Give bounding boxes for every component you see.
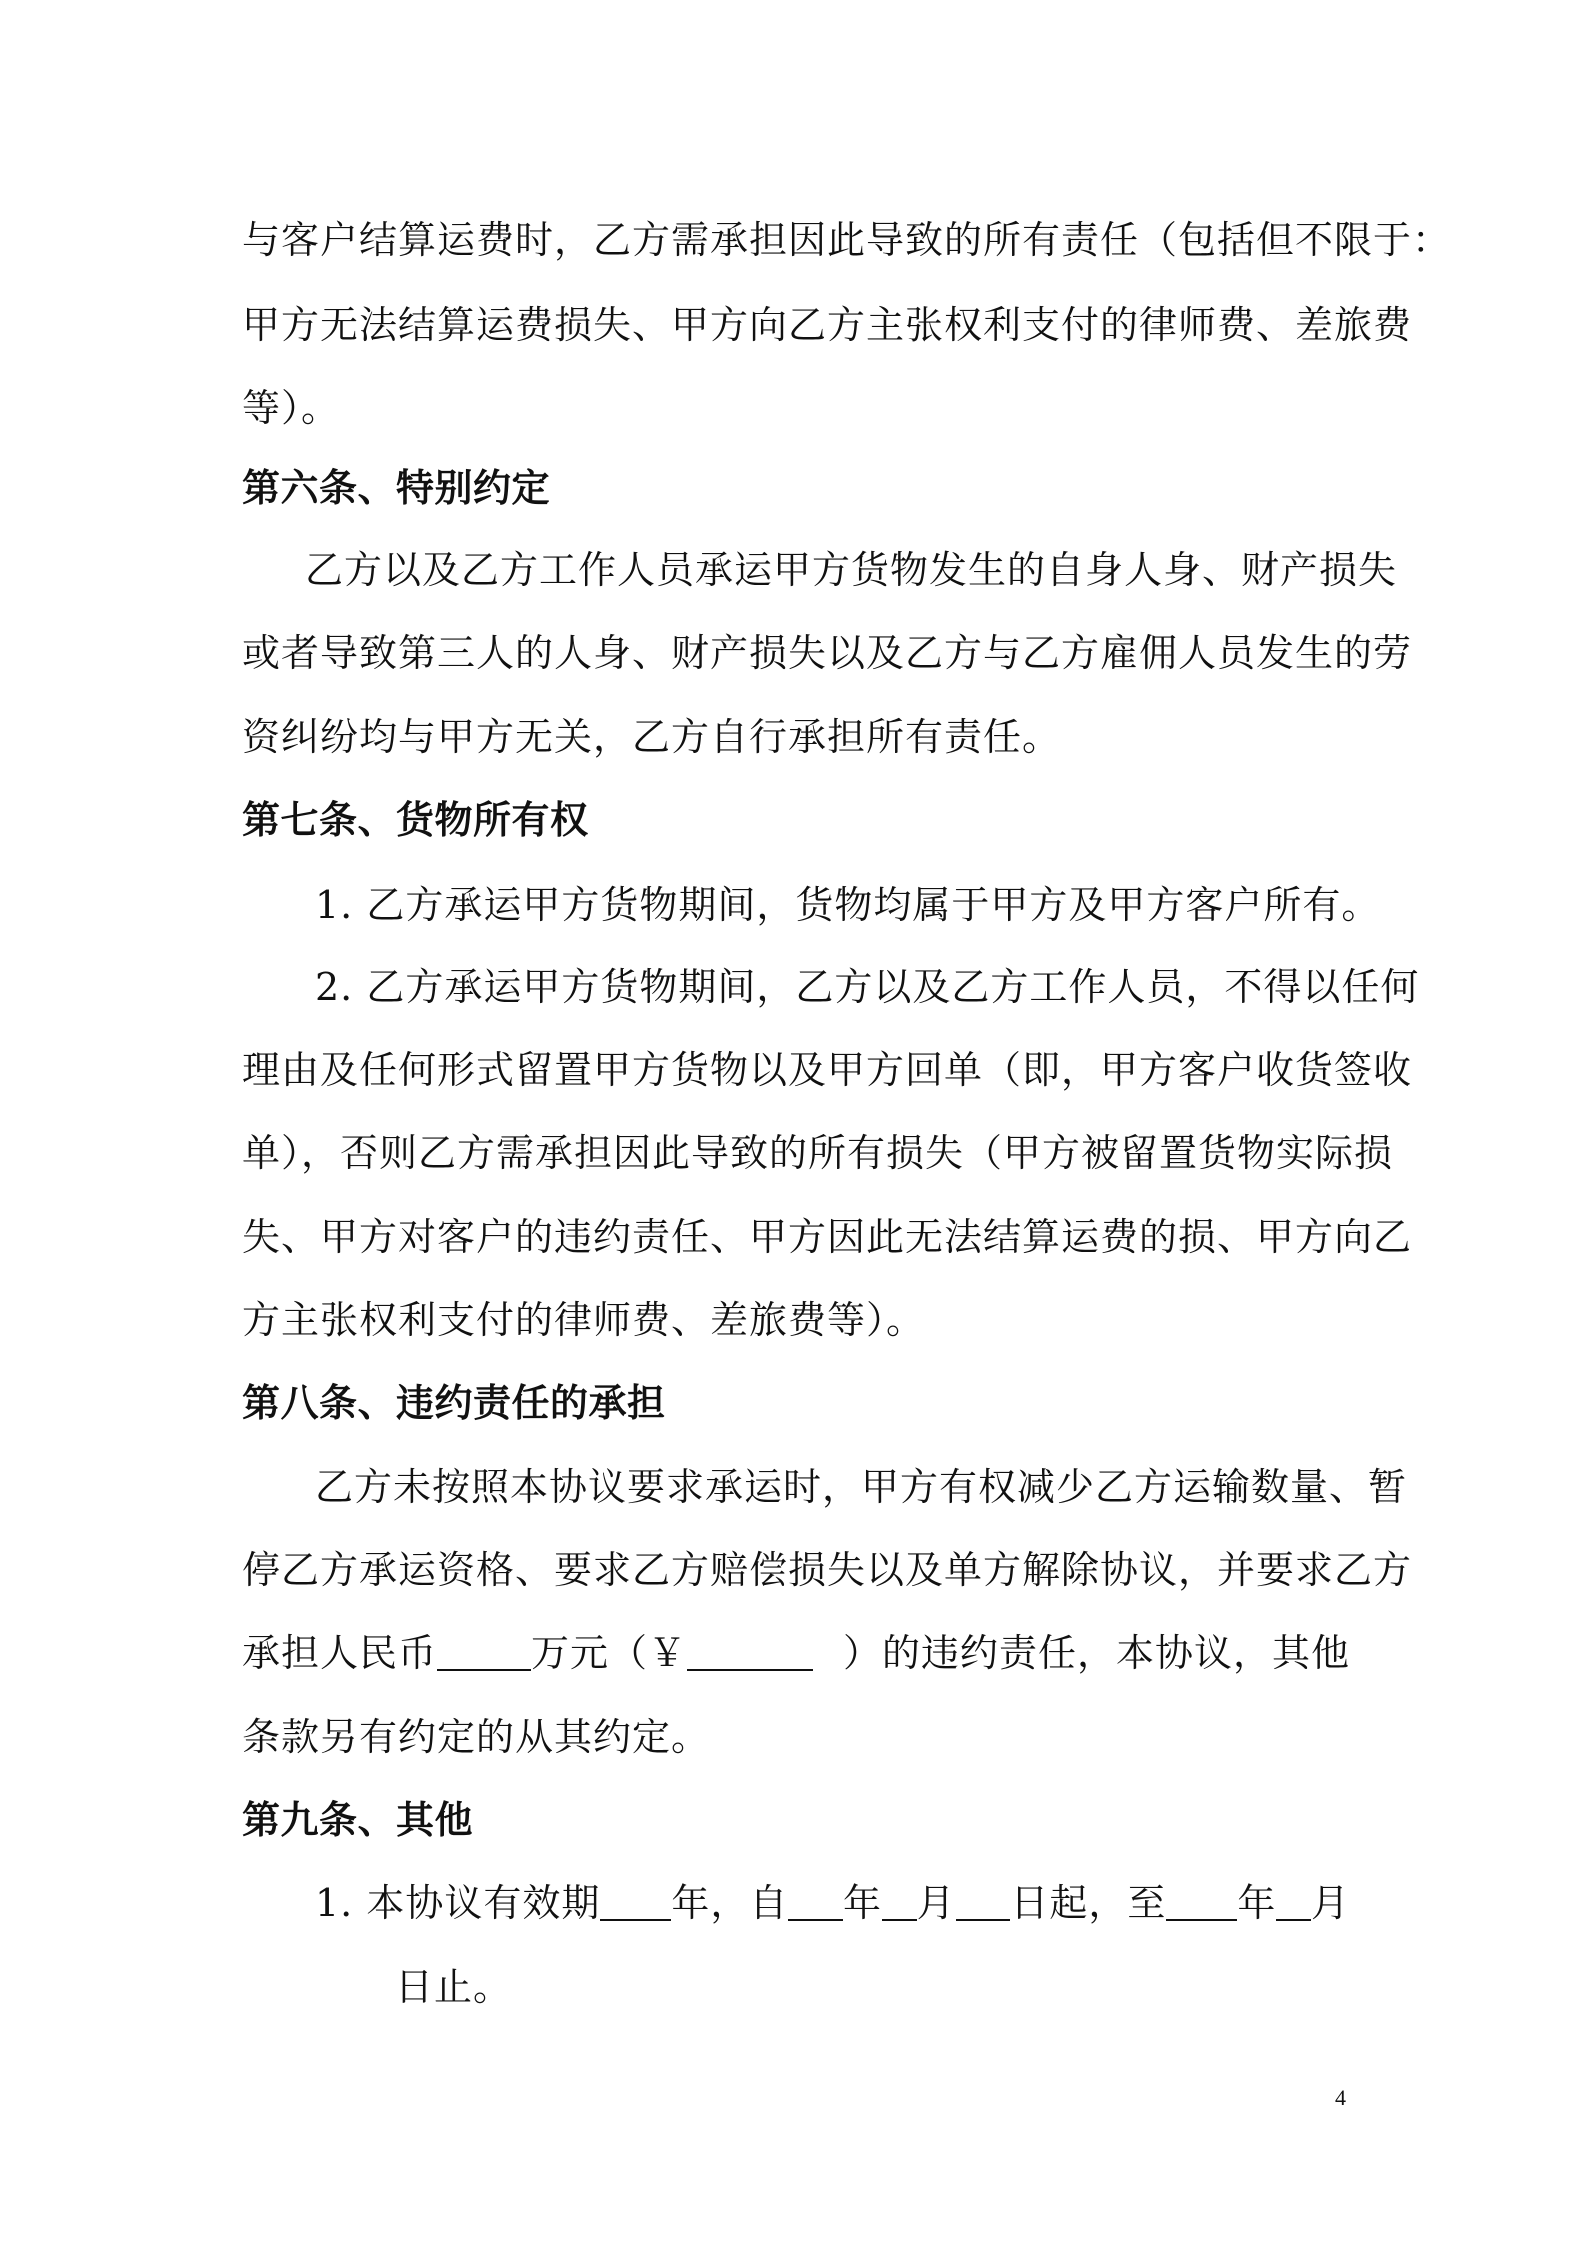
text-segment: 年 [1237, 1881, 1277, 1925]
paragraph-line: 条款另有约定的从其约定。 [242, 1715, 711, 1759]
start-day-blank[interactable] [956, 1885, 1011, 1921]
term-years-blank[interactable] [600, 1885, 671, 1921]
end-month-blank[interactable] [1276, 1885, 1311, 1921]
amount-figure-blank[interactable] [687, 1635, 813, 1671]
paragraph-line: 单），否则乙方需承担因此导致的所有损失（甲方被留置货物实际损 [242, 1131, 1394, 1175]
paragraph-line: 甲方无法结算运费损失、甲方向乙方主张权利支付的律师费、差旅费 [242, 303, 1413, 347]
text-segment: 月 [916, 1881, 956, 1925]
text-segment: 年 [843, 1881, 883, 1925]
article-9-heading: 第九条、其他 [242, 1797, 474, 1842]
text-segment: ）的违约责任，本协议，其他 [842, 1631, 1350, 1675]
text-segment: 日起，至 [1010, 1881, 1167, 1925]
paragraph-line: 与客户结算运费时，乙方需承担因此导致的所有责任（包括但不限于： [242, 218, 1452, 262]
text-segment: 承担人民币 [242, 1631, 438, 1675]
page-number: 4 [1335, 2085, 1346, 2110]
paragraph-line: 停乙方承运资格、要求乙方赔偿损失以及单方解除协议，并要求乙方 [242, 1548, 1413, 1592]
text-segment: 1. 本协议有效期 [315, 1881, 601, 1925]
list-item: 2. 乙方承运甲方货物期间，乙方以及乙方工作人员，不得以任何 [315, 965, 1420, 1009]
paragraph-line: 资纠纷均与甲方无关，乙方自行承担所有责任。 [242, 715, 1062, 759]
text-segment: 月 [1310, 1881, 1350, 1925]
paragraph-line: 理由及任何形式留置甲方货物以及甲方回单（即，甲方客户收货签收 [242, 1048, 1413, 1092]
list-item: 1. 乙方承运甲方货物期间，货物均属于甲方及甲方客户所有。 [315, 883, 1381, 927]
end-year-blank[interactable] [1166, 1885, 1237, 1921]
amount-blank[interactable] [437, 1635, 531, 1671]
paragraph-line: 等）。 [242, 386, 341, 430]
paragraph-line: 方主张权利支付的律师费、差旅费等）。 [242, 1298, 926, 1342]
paragraph-line: 乙方未按照本协议要求承运时，甲方有权减少乙方运输数量、暂 [315, 1465, 1408, 1509]
paragraph-line: 乙方以及乙方工作人员承运甲方货物发生的自身人身、财产损失 [305, 548, 1398, 592]
start-year-blank[interactable] [788, 1885, 843, 1921]
start-month-blank[interactable] [882, 1885, 917, 1921]
list-item-continuation: 日止。 [395, 1965, 513, 2009]
paragraph-line: 或者导致第三人的人身、财产损失以及乙方与乙方雇佣人员发生的劳 [242, 631, 1413, 675]
paragraph-line: 失、甲方对客户的违约责任、甲方因此无法结算运费的损、甲方向乙 [242, 1215, 1413, 1259]
text-segment: 年，自 [671, 1881, 789, 1925]
paragraph-line [242, 1628, 1350, 1678]
article-7-heading: 第七条、货物所有权 [242, 797, 589, 842]
article-6-heading: 第六条、特别约定 [242, 465, 551, 510]
article-8-heading: 第八条、违约责任的承担 [242, 1380, 666, 1425]
text-segment: 万元（￥ [531, 1631, 688, 1675]
list-item [315, 1878, 1350, 1928]
